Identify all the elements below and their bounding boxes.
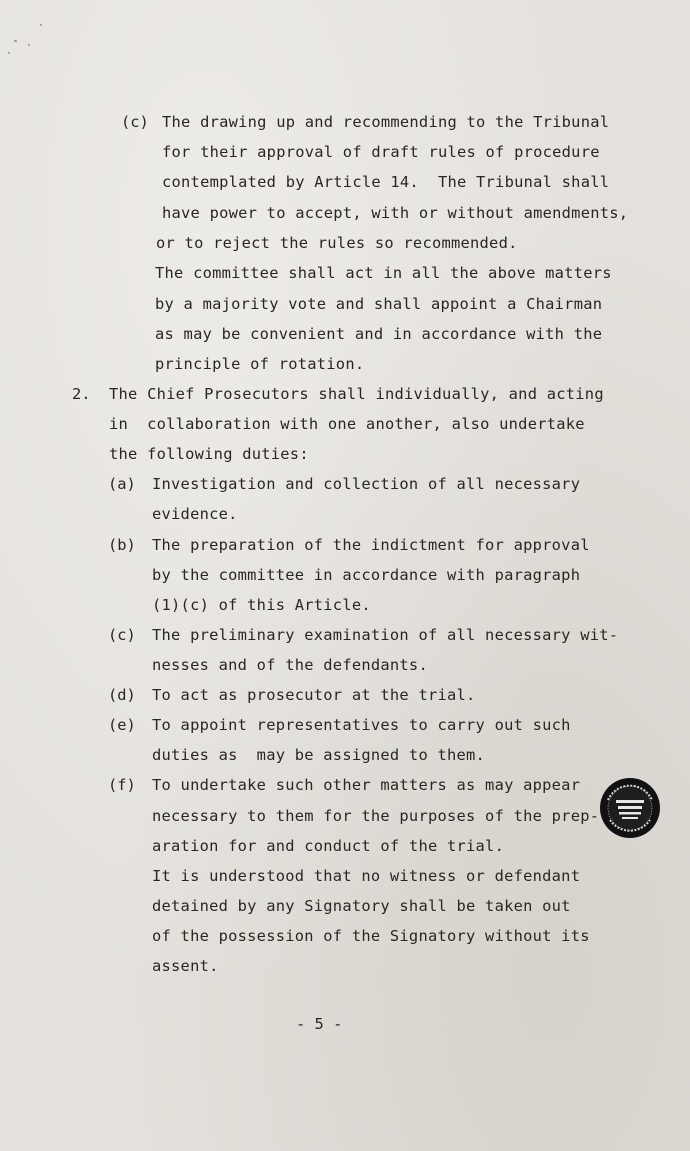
understood-line-4: assent.	[152, 957, 219, 975]
paper-speck	[28, 44, 30, 46]
sub-c-line-1: The drawing up and recommending to the Tribunal	[162, 113, 610, 131]
closing-line-4: principle of rotation.	[155, 355, 365, 373]
sub-c-line-5: or to reject the rules so recommended.	[156, 234, 518, 252]
item-label-c-top: (c)	[121, 113, 149, 131]
item-label-a: (a)	[108, 475, 136, 493]
closing-line-1: The committee shall act in all the above matters	[155, 264, 612, 282]
item-e-line-1: To appoint representatives to carry out such	[152, 716, 571, 734]
sub-c-line-4: have power to accept, with or without amendments,	[162, 204, 629, 222]
item-label-d: (d)	[108, 686, 136, 704]
item-label-c: (c)	[108, 626, 136, 644]
sub-c-line-3: contemplated by Article 14. The Tribunal shall	[162, 173, 610, 191]
item-c-line-1: The preliminary examination of all necessary wit-	[152, 626, 619, 644]
understood-line-3: of the possession of the Signatory without its	[152, 927, 590, 945]
closing-line-3: as may be convenient and in accordance with the	[155, 325, 603, 343]
item-a-line-1: Investigation and collection of all necessary	[152, 475, 581, 493]
archive-stamp-seal	[598, 776, 662, 840]
item-label-f: (f)	[108, 776, 136, 794]
paragraph-number-2: 2.	[72, 385, 91, 403]
sub-c-line-2: for their approval of draft rules of procedure	[162, 143, 600, 161]
para2-line-2: in collaboration with one another, also undertake	[109, 415, 585, 433]
item-a-line-2: evidence.	[152, 505, 238, 523]
understood-line-1: It is understood that no witness or defendant	[152, 867, 581, 885]
item-b-line-1: The preparation of the indictment for approval	[152, 536, 590, 554]
page-number: - 5 -	[296, 1015, 343, 1033]
item-f-line-3: aration for and conduct of the trial.	[152, 837, 505, 855]
paper-speck	[8, 52, 10, 54]
para2-line-1: The Chief Prosecutors shall individually, and acting	[109, 385, 604, 403]
item-e-line-2: duties as may be assigned to them.	[152, 746, 486, 764]
para2-line-3: the following duties:	[109, 445, 309, 463]
paper-speck	[14, 40, 17, 42]
item-c-line-2: nesses and of the defendants.	[152, 656, 428, 674]
item-label-b: (b)	[108, 536, 136, 554]
item-b-line-3: (1)(c) of this Article.	[152, 596, 371, 614]
item-f-line-1: To undertake such other matters as may appear	[152, 776, 581, 794]
item-label-e: (e)	[108, 716, 136, 734]
item-f-line-2: necessary to them for the purposes of the prep-	[152, 807, 600, 825]
item-b-line-2: by the committee in accordance with paragraph	[152, 566, 581, 584]
item-d-line-1: To act as prosecutor at the trial.	[152, 686, 476, 704]
understood-line-2: detained by any Signatory shall be taken out	[152, 897, 571, 915]
closing-line-2: by a majority vote and shall appoint a Chairman	[155, 295, 603, 313]
paper-speck	[40, 24, 42, 26]
